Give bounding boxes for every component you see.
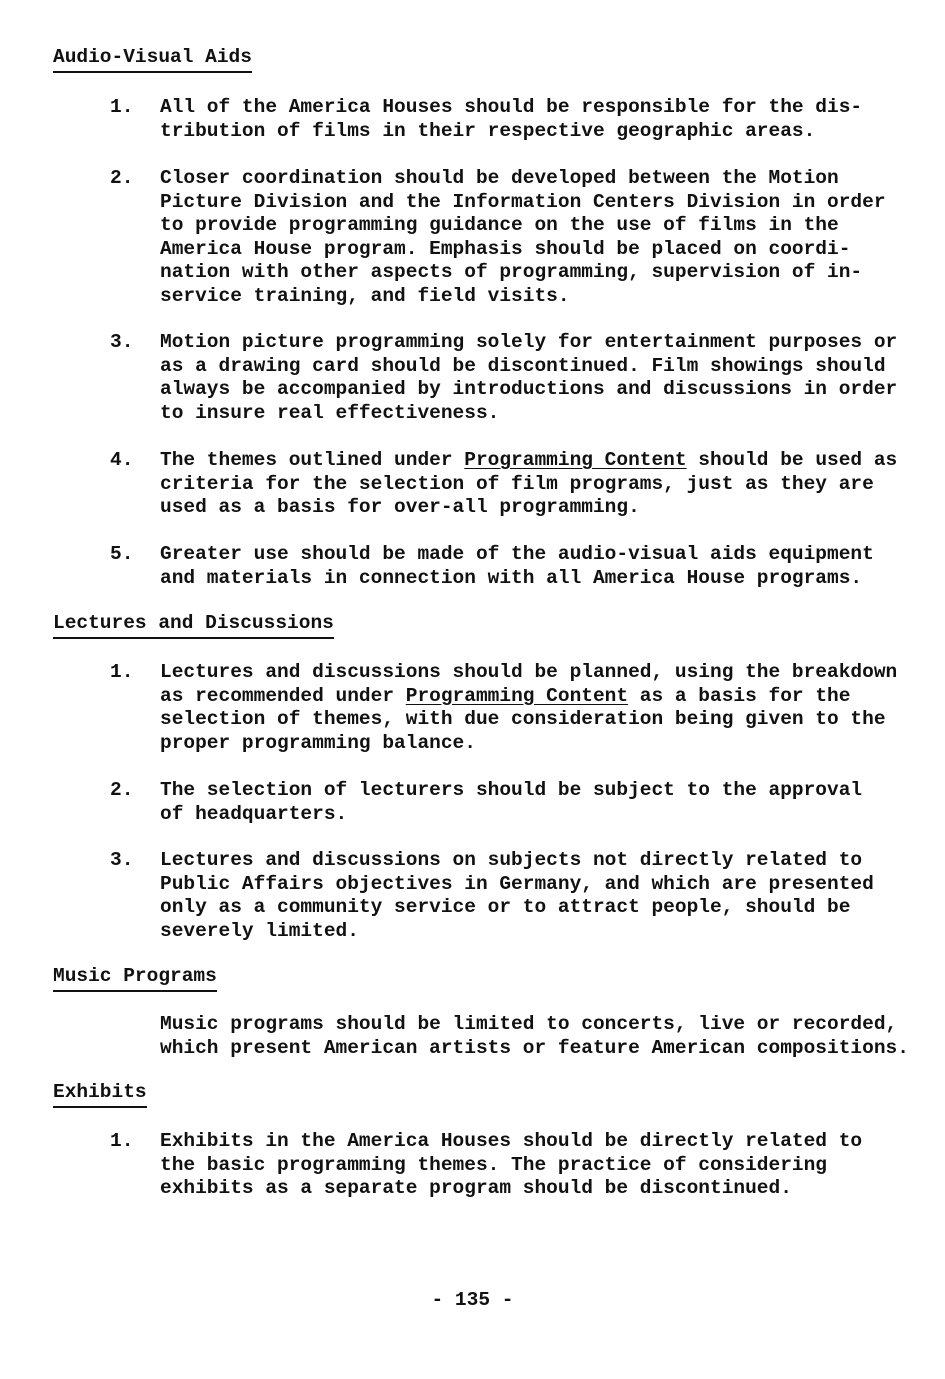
item-number: 1. (110, 1130, 134, 1152)
item-number: 3. (110, 331, 134, 353)
item-text (160, 167, 930, 308)
text-line: tribution of films in their respective geographic areas. (160, 119, 816, 142)
text-line (160, 685, 930, 709)
text-line: The selection of lecturers should be subject to the approval (160, 779, 863, 801)
text-line: Exhibits in the America Houses should be directly related to (160, 1130, 863, 1152)
text-run: as a basis for the (628, 684, 851, 707)
text-line (160, 449, 930, 473)
text-run: should be used as (686, 449, 898, 471)
underlined-reference: Programming Content (405, 684, 629, 707)
text-line: Public Affairs objectives in Germany, and which are presented (160, 872, 874, 895)
text-line: of headquarters. (160, 802, 348, 825)
text-line: Closer coordination should be developed between the Motion (160, 167, 839, 189)
item-number: 3. (110, 849, 134, 871)
text-line: as a drawing card should be discontinued. Film showings should (160, 354, 886, 377)
item-text (160, 779, 930, 826)
item-number: 1. (110, 96, 134, 118)
text-line: the basic programming themes. The practice of considering (160, 1153, 828, 1176)
text-line: Greater use should be made of the audio-visual aids equipment (160, 543, 874, 565)
text-line: Picture Division and the Information Centers Division in order (160, 190, 886, 213)
text-line: Lectures and discussions on subjects not directly related to (160, 849, 863, 871)
item-text (160, 331, 930, 425)
text-line: exhibits as a separate program should be discontinued. (160, 1177, 792, 1199)
section-heading-exhibits: Exhibits (53, 1081, 147, 1108)
item-text (160, 661, 930, 755)
text-line: All of the America Houses should be responsible for the dis- (160, 96, 863, 118)
text-line: and materials in connection with all America House programs. (160, 566, 863, 589)
item-text (160, 96, 930, 143)
text-line: America House program. Emphasis should be placed on coordi- (160, 237, 851, 260)
item-number: 2. (110, 167, 134, 189)
text-line: only as a community service or to attract people, should be (160, 896, 851, 918)
item-number: 4. (110, 449, 134, 471)
text-line: which present American artists or feature American compositions. (160, 1036, 909, 1059)
text-line: to provide programming guidance on the use of films in the (160, 214, 839, 236)
text-line: severely limited. (160, 919, 359, 942)
text-line: Lectures and discussions should be planned, using the breakdown (160, 661, 898, 683)
item-text (160, 1130, 930, 1201)
page-number: - 135 - (431, 1289, 514, 1311)
text-line: to insure real effectiveness. (160, 401, 500, 424)
text-line: nation with other aspects of programming, supervision of in- (160, 261, 863, 283)
item-number: 5. (110, 543, 134, 565)
text-run: The themes outlined under (160, 449, 465, 471)
text-line: Motion picture programming solely for entertainment purposes or (160, 331, 898, 353)
text-line: Music programs should be limited to concerts, live or recorded, (160, 1013, 898, 1035)
item-text (160, 449, 930, 520)
text-line: criteria for the selection of film programs, just as they are (160, 472, 874, 495)
item-number: 1. (110, 661, 134, 683)
text-line: used as a basis for over-all programming. (160, 496, 640, 518)
paragraph-text (160, 1013, 930, 1060)
text-line: service training, and field visits. (160, 284, 570, 307)
item-number: 2. (110, 779, 134, 801)
item-text (160, 849, 930, 943)
section-heading-audio-visual-aids: Audio-Visual Aids (53, 46, 252, 73)
item-text (160, 543, 930, 590)
text-run: as recommended under (160, 684, 406, 707)
text-line: proper programming balance. (160, 731, 476, 754)
underlined-reference: Programming Content (464, 449, 687, 471)
text-line: always be accompanied by introductions and discussions in order (160, 378, 898, 400)
text-line: selection of themes, with due consideration being given to the (160, 708, 886, 730)
section-heading-music-programs: Music Programs (53, 965, 217, 992)
section-heading-lectures-and-discussions: Lectures and Discussions (53, 612, 334, 639)
